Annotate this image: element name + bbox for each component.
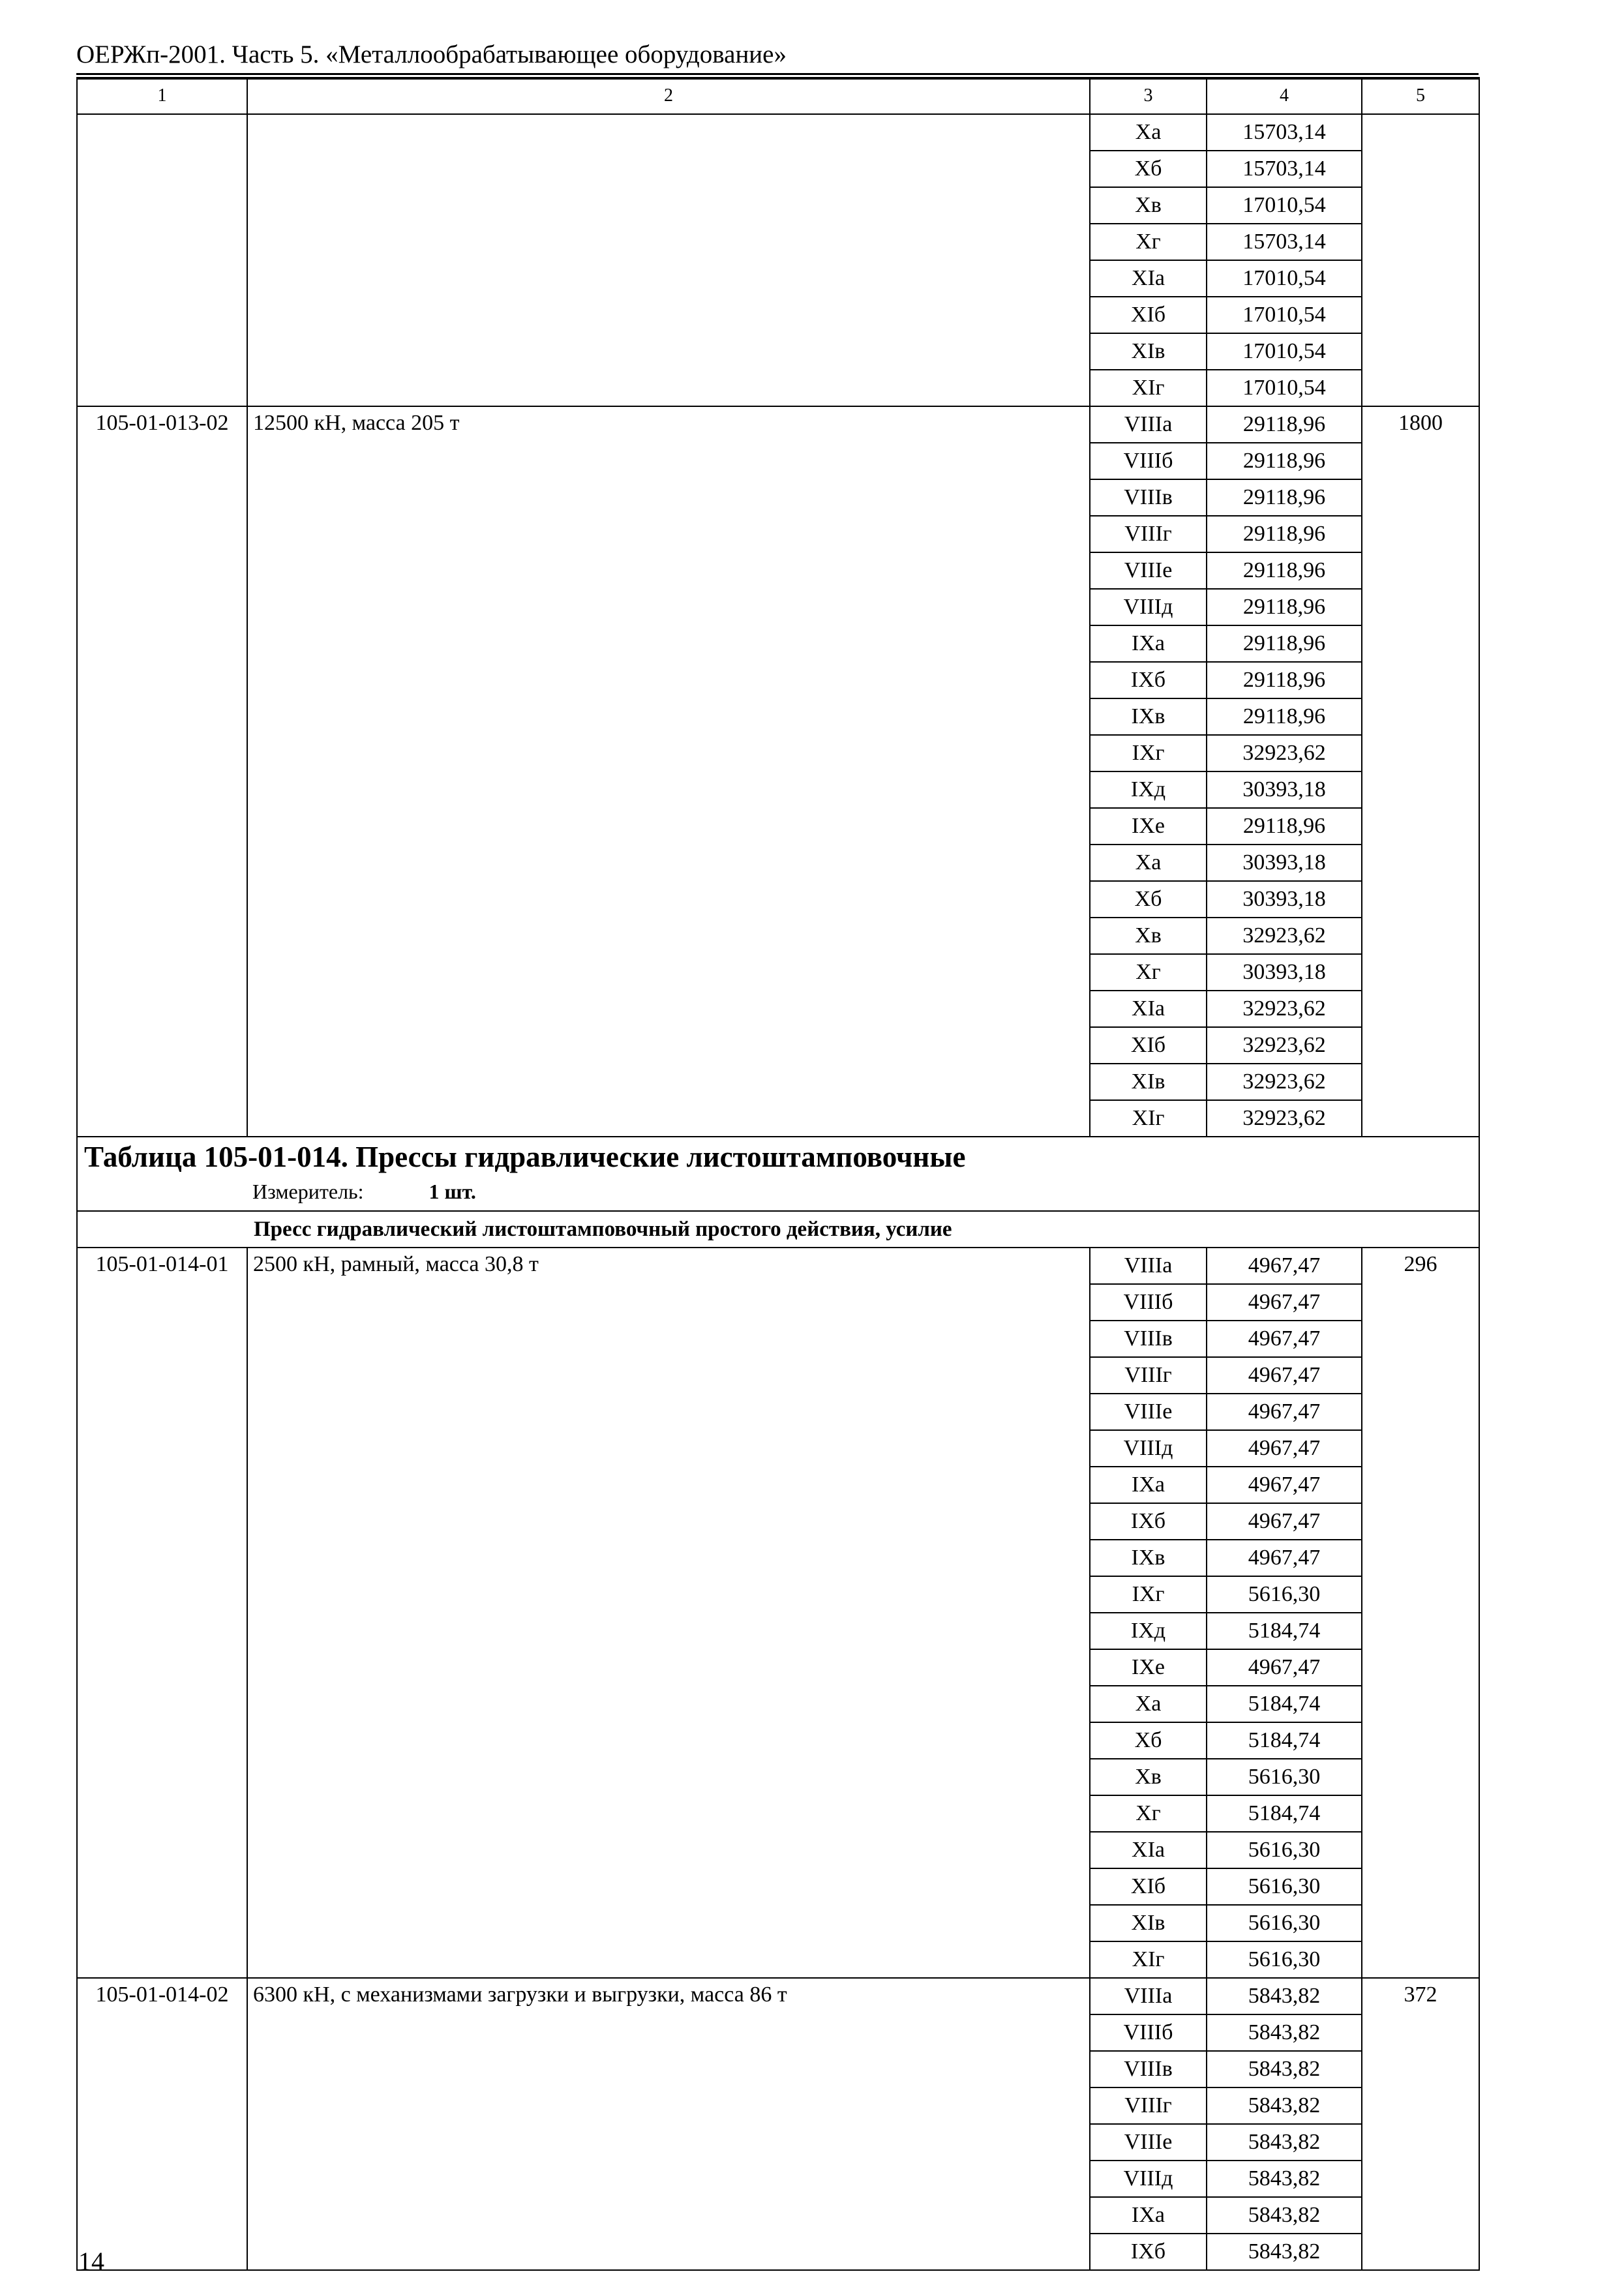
zone-cell: Xг [1090,954,1207,991]
zone-cell: Xг [1090,224,1207,260]
item-col5: 372 [1362,1978,1479,2270]
zone-cell: XIв [1090,333,1207,370]
zone-cell: VIIIе [1090,552,1207,589]
zone-cell: XIв [1090,1905,1207,1941]
item-code: 105-01-013-02 [77,406,247,1137]
value-cell: 4967,47 [1207,1248,1362,1284]
zone-cell: VIIIв [1090,1321,1207,1357]
zone-cell: IXд [1090,1613,1207,1649]
item-col5: 1800 [1362,406,1479,1137]
value-cell: 29118,96 [1207,479,1362,516]
table-subheading: Пресс гидравлический листоштамповочный простого действия, усилие [77,1211,1479,1248]
zone-cell: VIIIе [1090,2124,1207,2161]
value-cell: 17010,54 [1207,260,1362,297]
value-cell: 29118,96 [1207,443,1362,479]
value-cell: 30393,18 [1207,845,1362,881]
value-cell: 4967,47 [1207,1467,1362,1503]
table-banner-row [77,1137,1479,1211]
value-cell: 5616,30 [1207,1905,1362,1941]
value-cell: 32923,62 [1207,735,1362,771]
value-cell: 5843,82 [1207,2197,1362,2234]
value-cell: 32923,62 [1207,918,1362,954]
zone-cell: IXб [1090,662,1207,698]
zone-cell: Xб [1090,1722,1207,1759]
value-cell: 29118,96 [1207,698,1362,735]
zone-cell: IXг [1090,1576,1207,1613]
zone-cell: XIг [1090,1941,1207,1978]
item-description: 12500 кН, масса 205 т [247,406,1090,1137]
value-cell: 29118,96 [1207,625,1362,662]
zone-cell: VIIIг [1090,2087,1207,2124]
value-cell: 29118,96 [1207,406,1362,443]
zone-cell: VIIIб [1090,443,1207,479]
zone-cell: Xв [1090,918,1207,954]
zone-cell: XIа [1090,1832,1207,1868]
value-cell: 17010,54 [1207,297,1362,333]
value-cell: 29118,96 [1207,808,1362,845]
table-row [77,1978,1479,2014]
zone-cell: Xб [1090,151,1207,187]
zone-cell: VIIIб [1090,1284,1207,1321]
value-cell: 5184,74 [1207,1613,1362,1649]
value-cell: 15703,14 [1207,224,1362,260]
zone-cell: IXб [1090,2234,1207,2270]
value-cell: 5184,74 [1207,1795,1362,1832]
column-number-3: 3 [1090,78,1207,114]
value-cell: 32923,62 [1207,1064,1362,1100]
zone-cell: VIIIг [1090,516,1207,552]
value-cell: 29118,96 [1207,552,1362,589]
value-cell: 29118,96 [1207,589,1362,625]
value-cell: 5843,82 [1207,2051,1362,2087]
zone-cell: Xа [1090,1686,1207,1722]
zone-cell: Xб [1090,881,1207,918]
measure-value: 1 шт. [429,1180,476,1203]
item-description: 2500 кН, рамный, масса 30,8 т [247,1248,1090,1978]
measure-label: Измеритель: [252,1180,364,1203]
item-code: 105-01-014-02 [77,1978,247,2270]
value-cell: 30393,18 [1207,881,1362,918]
value-cell: 4967,47 [1207,1649,1362,1686]
zone-cell: VIIIг [1090,1357,1207,1394]
measure-line [84,1176,1472,1206]
zone-cell: Xв [1090,1759,1207,1795]
zone-cell: XIб [1090,297,1207,333]
value-cell: 4967,47 [1207,1503,1362,1540]
value-cell: 29118,96 [1207,516,1362,552]
zone-cell: IXд [1090,771,1207,808]
value-cell: 4967,47 [1207,1540,1362,1576]
zone-cell: IXг [1090,735,1207,771]
value-cell: 17010,54 [1207,333,1362,370]
zone-cell: IXе [1090,1649,1207,1686]
price-table-body [77,78,1479,2270]
value-cell: 5616,30 [1207,1941,1362,1978]
value-cell: 15703,14 [1207,114,1362,151]
value-cell: 5184,74 [1207,1686,1362,1722]
value-cell: 5616,30 [1207,1576,1362,1613]
value-cell: 5843,82 [1207,2087,1362,2124]
item-description-empty [247,114,1090,406]
subheading-row [77,1211,1479,1248]
zone-cell: IXа [1090,2197,1207,2234]
price-table [76,77,1480,2271]
page-number: 14 [78,2247,104,2276]
value-cell: 32923,62 [1207,1027,1362,1064]
value-cell: 29118,96 [1207,662,1362,698]
item-col5: 296 [1362,1248,1479,1978]
value-cell: 17010,54 [1207,187,1362,224]
zone-cell: Xг [1090,1795,1207,1832]
zone-cell: IXв [1090,698,1207,735]
zone-cell: VIIIа [1090,406,1207,443]
table-row [77,1248,1479,1284]
zone-cell: VIIIа [1090,1978,1207,2014]
column-number-1: 1 [77,78,247,114]
zone-cell: XIв [1090,1064,1207,1100]
zone-cell: XIа [1090,991,1207,1027]
value-cell: 5184,74 [1207,1722,1362,1759]
item-description: 6300 кН, с механизмами загрузки и выгрузки, масса 86 т [247,1978,1090,2270]
value-cell: 4967,47 [1207,1284,1362,1321]
value-cell: 5843,82 [1207,2161,1362,2197]
zone-cell: XIб [1090,1868,1207,1905]
zone-cell: Xв [1090,187,1207,224]
zone-cell: VIIIв [1090,479,1207,516]
table-title: Таблица 105-01-014. Прессы гидравлические листоштамповочные [84,1141,966,1173]
value-cell: 5843,82 [1207,2124,1362,2161]
value-cell: 30393,18 [1207,771,1362,808]
column-number-2: 2 [247,78,1090,114]
zone-cell: VIIIе [1090,1394,1207,1430]
item-code: 105-01-014-01 [77,1248,247,1978]
value-cell: 30393,18 [1207,954,1362,991]
value-cell: 4967,47 [1207,1321,1362,1357]
table-banner [77,1137,1479,1211]
value-cell: 15703,14 [1207,151,1362,187]
value-cell: 5616,30 [1207,1868,1362,1905]
zone-cell: XIг [1090,370,1207,406]
value-cell: 5616,30 [1207,1832,1362,1868]
column-number-5: 5 [1362,78,1479,114]
header-rule [76,73,1479,75]
value-cell: 4967,47 [1207,1394,1362,1430]
zone-cell: IXа [1090,1467,1207,1503]
zone-cell: Xа [1090,114,1207,151]
value-cell: 4967,47 [1207,1357,1362,1394]
zone-cell: VIIIд [1090,589,1207,625]
zone-cell: Xа [1090,845,1207,881]
zone-cell: IXб [1090,1503,1207,1540]
zone-cell: IXа [1090,625,1207,662]
zone-cell: XIг [1090,1100,1207,1137]
zone-cell: IXе [1090,808,1207,845]
value-cell: 5843,82 [1207,1978,1362,2014]
zone-cell: VIIIб [1090,2014,1207,2051]
zone-cell: VIIIд [1090,2161,1207,2197]
zone-cell: VIIIа [1090,1248,1207,1284]
value-cell: 17010,54 [1207,370,1362,406]
value-cell: 32923,62 [1207,1100,1362,1137]
value-cell: 5616,30 [1207,1759,1362,1795]
zone-cell: VIIIд [1090,1430,1207,1467]
value-cell: 32923,62 [1207,991,1362,1027]
item-code-empty [77,114,247,406]
value-cell: 4967,47 [1207,1430,1362,1467]
column-number-4: 4 [1207,78,1362,114]
item-col5-empty [1362,114,1479,406]
column-number-row [77,78,1479,114]
zone-cell: VIIIв [1090,2051,1207,2087]
zone-cell: IXв [1090,1540,1207,1576]
table-row [77,406,1479,443]
zone-cell: XIб [1090,1027,1207,1064]
value-cell: 5843,82 [1207,2234,1362,2270]
zone-cell: XIа [1090,260,1207,297]
document-header: ОЕРЖп-2001. Часть 5. «Металлообрабатывающее оборудование» [76,40,787,68]
table-row [77,114,1479,151]
value-cell: 5843,82 [1207,2014,1362,2051]
